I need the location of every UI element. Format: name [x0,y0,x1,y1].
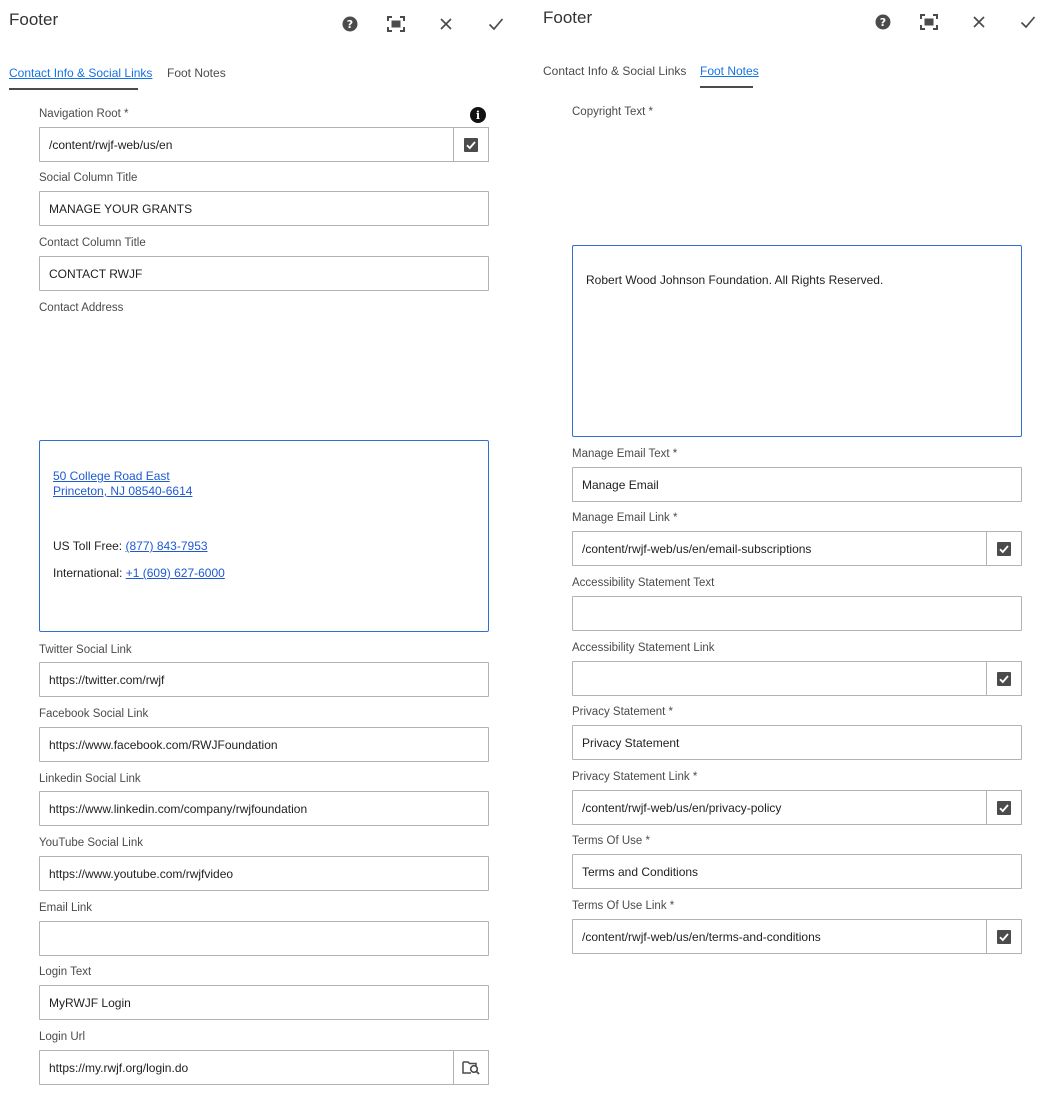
svg-text:?: ? [879,16,887,29]
tab-foot-notes[interactable]: Foot Notes [167,66,226,80]
contact-address-label: Contact Address [39,302,124,314]
manage-email-link-input[interactable]: /content/rwjf-web/us/en/email-subscriptions [572,531,987,566]
manage-email-link-label: Manage Email Link * [572,512,678,524]
facebook-link-label: Facebook Social Link [39,708,149,720]
terms-of-use-label: Terms Of Use * [572,835,650,847]
tab-foot-notes[interactable]: Foot Notes [700,64,759,78]
path-browse-checkbox-icon[interactable] [986,661,1022,696]
tab-contact-info[interactable]: Contact Info & Social Links [9,66,153,80]
international-label: International: [53,566,123,580]
address-street-link[interactable]: 50 College Road East [53,469,170,483]
toll-free-label: US Toll Free: [53,539,123,553]
login-url-input[interactable]: https://my.rwjf.org/login.do [39,1050,454,1085]
path-browse-checkbox-icon[interactable] [986,531,1022,566]
path-browse-checkbox-icon[interactable] [986,790,1022,825]
email-link-input[interactable] [39,921,489,956]
path-browse-checkbox-icon[interactable] [453,127,489,162]
active-tab-indicator [700,86,753,88]
privacy-statement-link-label: Privacy Statement Link * [572,771,698,783]
youtube-link-label: YouTube Social Link [39,837,143,849]
done-icon[interactable] [484,12,508,36]
social-column-title-label: Social Column Title [39,172,138,184]
facebook-link-input[interactable]: https://www.facebook.com/RWJFoundation [39,727,489,762]
accessibility-link-input[interactable] [572,661,987,696]
privacy-statement-input[interactable]: Privacy Statement [572,725,1022,760]
terms-of-use-link-label: Terms Of Use Link * [572,900,675,912]
login-text-input[interactable]: MyRWJF Login [39,985,489,1020]
info-icon[interactable]: i [470,107,486,123]
privacy-statement-link-input[interactable]: /content/rwjf-web/us/en/privacy-policy [572,790,987,825]
folder-search-icon[interactable] [453,1050,489,1085]
fullscreen-icon[interactable] [917,10,941,34]
terms-of-use-link-input[interactable]: /content/rwjf-web/us/en/terms-and-conditions [572,919,987,954]
linkedin-link-label: Linkedin Social Link [39,773,141,785]
tab-contact-info[interactable]: Contact Info & Social Links [543,64,687,78]
copyright-text-value: Robert Wood Johnson Foundation. All Rights Reserved. [586,273,884,287]
accessibility-link-label: Accessibility Statement Link [572,642,715,654]
linkedin-link-input[interactable]: https://www.linkedin.com/company/rwjfoundation [39,791,489,826]
path-browse-checkbox-icon[interactable] [986,919,1022,954]
accessibility-text-input[interactable] [572,596,1022,631]
svg-text:?: ? [346,18,354,31]
contact-column-title-input[interactable]: CONTACT RWJF [39,256,489,291]
footer-dialog-footnotes [533,0,1053,1112]
fullscreen-icon[interactable] [384,12,408,36]
address-city-link[interactable]: Princeton, NJ 08540-6614 [53,484,193,498]
active-tab-indicator [9,88,138,90]
navigation-root-input[interactable]: /content/rwjf-web/us/en [39,127,454,162]
manage-email-text-input[interactable]: Manage Email [572,467,1022,502]
privacy-statement-label: Privacy Statement * [572,706,674,718]
international-link[interactable]: +1 (609) 627-6000 [125,566,225,580]
footer-dialog-contact [0,0,520,1112]
dialog-title: Footer [543,8,593,27]
twitter-link-input[interactable]: https://twitter.com/rwjf [39,662,489,697]
toll-free-link[interactable]: (877) 843-7953 [125,539,208,553]
login-url-label: Login Url [39,1031,86,1043]
terms-of-use-input[interactable]: Terms and Conditions [572,854,1022,889]
youtube-link-input[interactable]: https://www.youtube.com/rwjfvideo [39,856,489,891]
close-icon[interactable] [434,12,458,36]
contact-address-editor[interactable] [39,440,489,632]
close-icon[interactable] [967,10,991,34]
dialog-title: Footer [9,10,59,29]
login-text-label: Login Text [39,966,92,978]
twitter-link-label: Twitter Social Link [39,644,132,656]
help-icon[interactable] [338,12,362,36]
help-icon[interactable] [871,10,895,34]
copyright-text-label: Copyright Text * [572,106,653,118]
contact-column-title-label: Contact Column Title [39,237,146,249]
accessibility-text-label: Accessibility Statement Text [572,577,715,589]
social-column-title-input[interactable]: MANAGE YOUR GRANTS [39,191,489,226]
done-icon[interactable] [1016,10,1040,34]
email-link-label: Email Link [39,902,93,914]
navigation-root-label: Navigation Root * [39,108,129,120]
copyright-text-editor[interactable] [572,245,1022,437]
manage-email-text-label: Manage Email Text * [572,448,678,460]
